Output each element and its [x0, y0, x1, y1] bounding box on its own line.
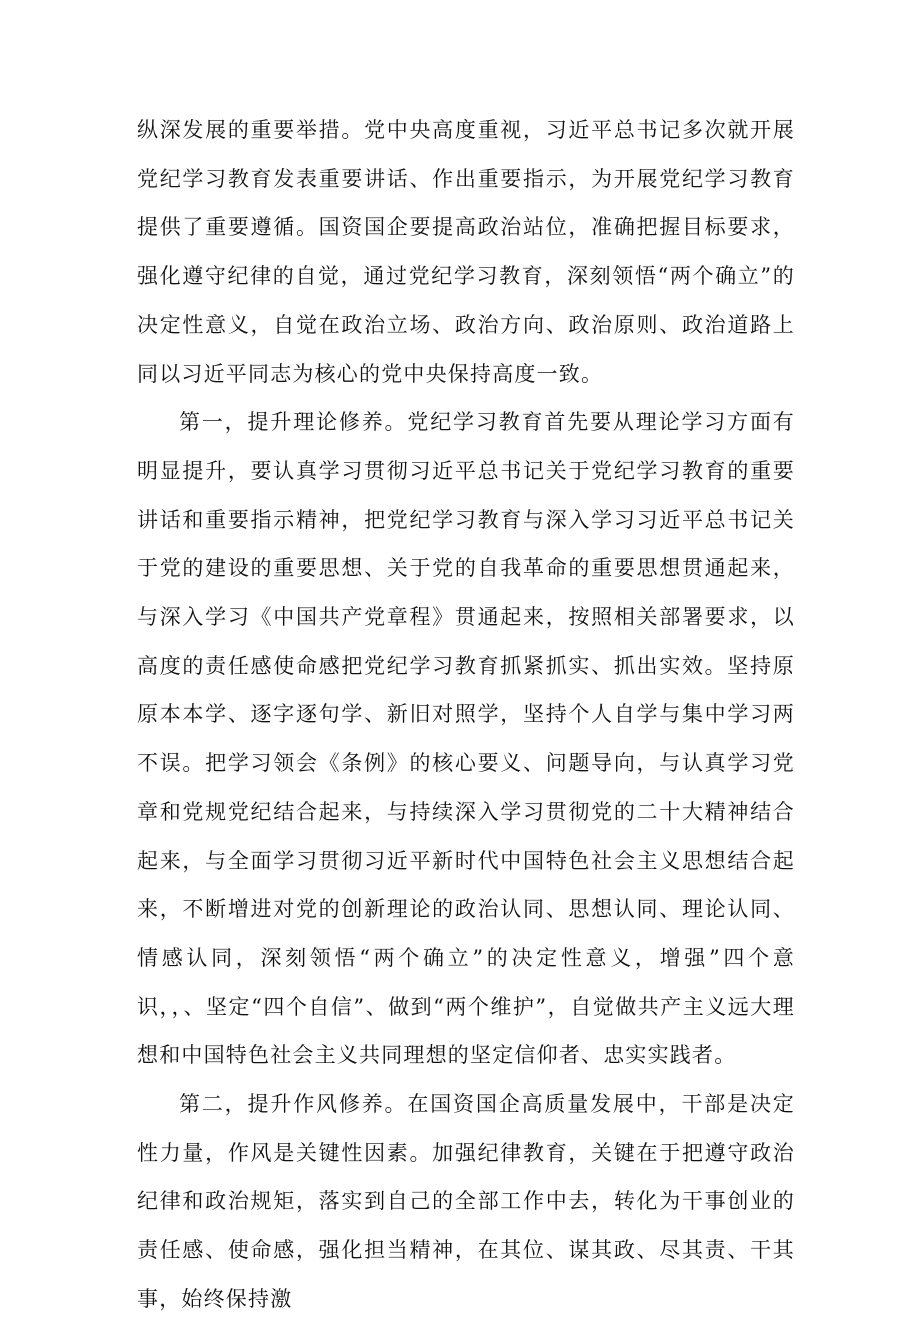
paragraph-style-cultivation: 第二，提升作风修养。在国资国企高质量发展中，干部是决定性力量，作风是关键性因素。加强纪律教育，关键在于把遵守政治纪律和政治规矩，落实到自己的全部工作中去，转化为干事创业的责任感、使命感，强化担当精神，在其位、谋其政、尽其责、干其事，始终保持激: [137, 1092, 795, 1311]
document-body: [137, 106, 795, 1324]
paragraph-intro: 纵深发展的重要举措。党中央高度重视，习近平总书记多次就开展党纪学习教育发表重要讲话、作出重要指示，为开展党纪学习教育提供了重要遵循。国资国企要提高政治站位，准确把握目标要求，强化遵守纪律的自觉，通过党纪学习教育，深刻领悟“两个确立”的决定性意义，自觉在政治立场、政治方向、政治原则、政治道路上同以习近平同志为核心的党中央保持高度一致。: [137, 118, 795, 386]
paragraph-theory-cultivation: 第一，提升理论修养。党纪学习教育首先要从理论学习方面有明显提升，要认真学习贯彻习近平总书记关于党纪学习教育的重要讲话和重要指示精神，把党纪学习教育与深入学习习近平总书记关于党的建设的重要思想、关于党的自我革命的重要思想贯通起来，与深入学习《中国共产党章程》贯通起来，按照相关部署要求，以高度的责任感使命感把党纪学习教育抓紧抓实、抓出实效。坚持原原本本学、逐字逐句学、新旧对照学，坚持个人自学与集中学习两不误。把学习领会《条例》的核心要义、问题导向，与认真学习党章和党规党纪结合起来，与持续深入学习贯彻党的二十大精神结合起来，与全面学习贯彻习近平新时代中国特色社会主义思想结合起来，不断增进对党的创新理论的政治认同、思想认同、理论认同、情感认同，深刻领悟“两个确立”的决定性意义，增强”四个意识，，、坚定“四个自信”、做到“两个维护”，自觉做共产主义远大理想和中国特色社会主义共同理想的坚定信仰者、忠实实践者。: [137, 410, 795, 1068]
